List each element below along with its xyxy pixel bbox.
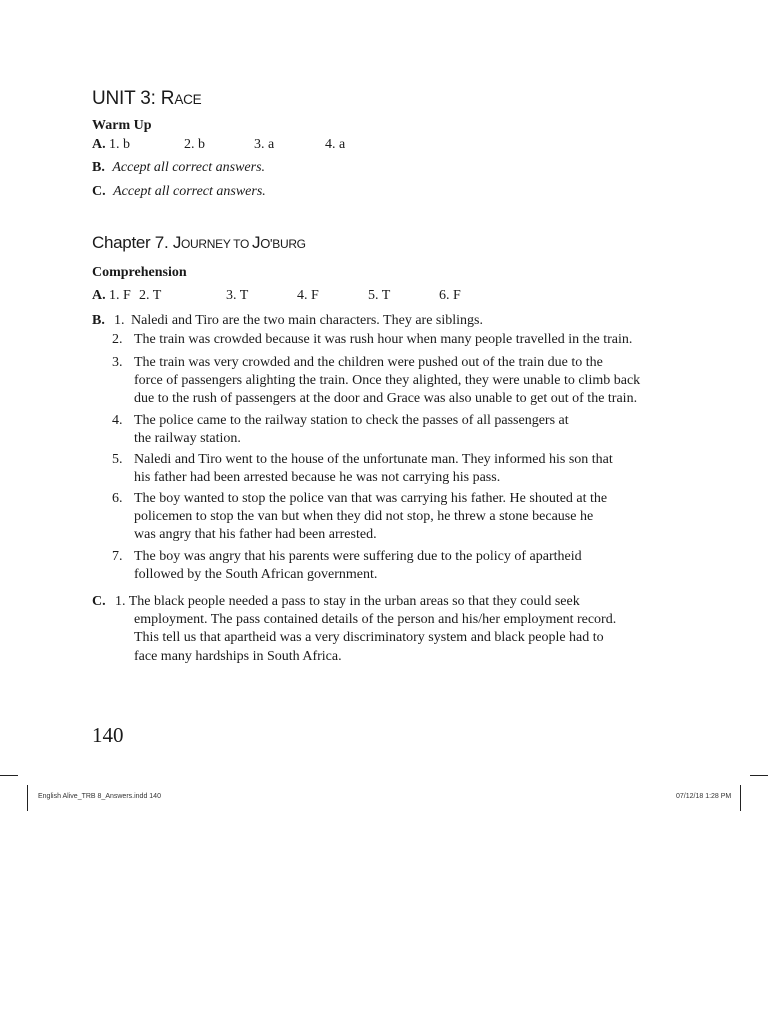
chapter-title-j: J xyxy=(172,233,182,252)
unit-title-prefix: UNIT 3: xyxy=(92,88,161,109)
unit-title xyxy=(92,88,202,110)
slug-file-info: English Alive_TRB 8_Answers.indd 140 xyxy=(38,793,161,800)
chapter-title xyxy=(92,233,306,253)
warmup-a-label: A. xyxy=(92,137,106,152)
crop-mark-vertical-left xyxy=(27,785,28,811)
comprehension-a-answer: 3. T xyxy=(226,288,249,303)
chapter-title-burg-a: O' xyxy=(260,236,273,251)
b-answer-line: The police came to the railway station to check the passes of all passengers at xyxy=(134,413,569,428)
warmup-a-answer: 3. a xyxy=(254,137,275,152)
b-answer-line: The train was very crowded and the children were pushed out of the train due to the xyxy=(134,355,603,370)
b-answer-line: force of passengers alighting the train. Once they alighted, they were unable to climb back xyxy=(134,373,641,388)
b-answer-number: 7. xyxy=(112,549,123,564)
b-answer-line: Naledi and Tiro went to the house of the unfortunate man. They informed his son that xyxy=(134,452,613,467)
warmup-b-row xyxy=(92,159,265,177)
warmup-a-answer: 2. b xyxy=(184,137,205,152)
c-answer-line: face many hardships in South Africa. xyxy=(134,649,342,664)
comprehension-heading: Comprehension xyxy=(92,265,187,280)
unit-title-first-letter: R xyxy=(160,88,175,109)
b-answer-number: 2. xyxy=(112,332,123,347)
b-answer-line: The boy was angry that his parents were suffering due to the policy of apartheid xyxy=(134,549,582,564)
b-answer-line: The train was crowded because it was rush hour when many people travelled in the train. xyxy=(134,332,633,347)
b-answer-line: the railway station. xyxy=(134,431,241,446)
warmup-b-label: B. xyxy=(92,160,105,175)
slug-timestamp: 07/12/18 1:28 PM xyxy=(676,793,732,800)
comprehension-b-label: B. xyxy=(92,313,105,328)
b-answer-number: 6. xyxy=(112,491,123,506)
b-answer-line: The boy wanted to stop the police van that was carrying his father. He shouted at the xyxy=(134,491,608,506)
warmup-a-answer: 4. a xyxy=(325,137,346,152)
chapter-title-burg-b: BURG xyxy=(272,237,306,251)
c-answer-line: employment. The pass contained details of the person and his/her employment record. xyxy=(134,612,617,627)
crop-mark-vertical-right xyxy=(740,785,741,811)
comprehension-c-label: C. xyxy=(92,594,106,609)
c-answer-line: This tell us that apartheid was a very discriminatory system and black people had to xyxy=(134,630,604,645)
warmup-heading: Warm Up xyxy=(92,118,152,133)
b-answer-line: policemen to stop the van but when they did not stop, he threw a stone because he xyxy=(134,509,594,524)
b-answer-number: 4. xyxy=(112,413,123,428)
b-answer-number: 5. xyxy=(112,452,123,467)
comprehension-a-answer: 1. F xyxy=(109,288,131,303)
comprehension-a-label: A. xyxy=(92,288,106,303)
warmup-a-answer: 1. b xyxy=(109,137,130,152)
warmup-c-text: Accept all correct answers. xyxy=(113,184,266,199)
b-answer-line: was angry that his father had been arrested. xyxy=(134,527,377,542)
crop-mark-left xyxy=(0,775,18,776)
crop-mark-right xyxy=(750,775,768,776)
b-answer-line: Naledi and Tiro are the two main characters. They are siblings. xyxy=(131,313,483,328)
comprehension-a-answer: 6. F xyxy=(439,288,461,303)
chapter-title-jo: J xyxy=(252,233,261,252)
chapter-title-prefix: Chapter 7. xyxy=(92,233,173,252)
c-answer-line: 1. The black people needed a pass to stay in the urban areas so that they could seek xyxy=(115,594,580,609)
b-answer-line: his father had been arrested because he was not carrying his pass. xyxy=(134,470,501,485)
warmup-b-text: Accept all correct answers. xyxy=(112,160,266,175)
warmup-c-label: C. xyxy=(92,184,106,199)
comprehension-a-answer: 2. T xyxy=(139,288,162,303)
unit-title-rest: ACE xyxy=(174,92,202,107)
b-answer-line: followed by the South African government. xyxy=(134,567,378,582)
warmup-c-row xyxy=(92,183,266,201)
b-answer-number: 1. xyxy=(114,313,125,328)
chapter-title-ourney: OURNEY TO xyxy=(181,237,253,251)
comprehension-a-answer: 5. T xyxy=(368,288,391,303)
b-answer-number: 3. xyxy=(112,355,123,370)
b-answer-line: due to the rush of passengers at the door and Grace was also unable to get out of the train. xyxy=(134,391,638,406)
page-number: 140 xyxy=(92,723,124,747)
comprehension-a-answer: 4. F xyxy=(297,288,319,303)
